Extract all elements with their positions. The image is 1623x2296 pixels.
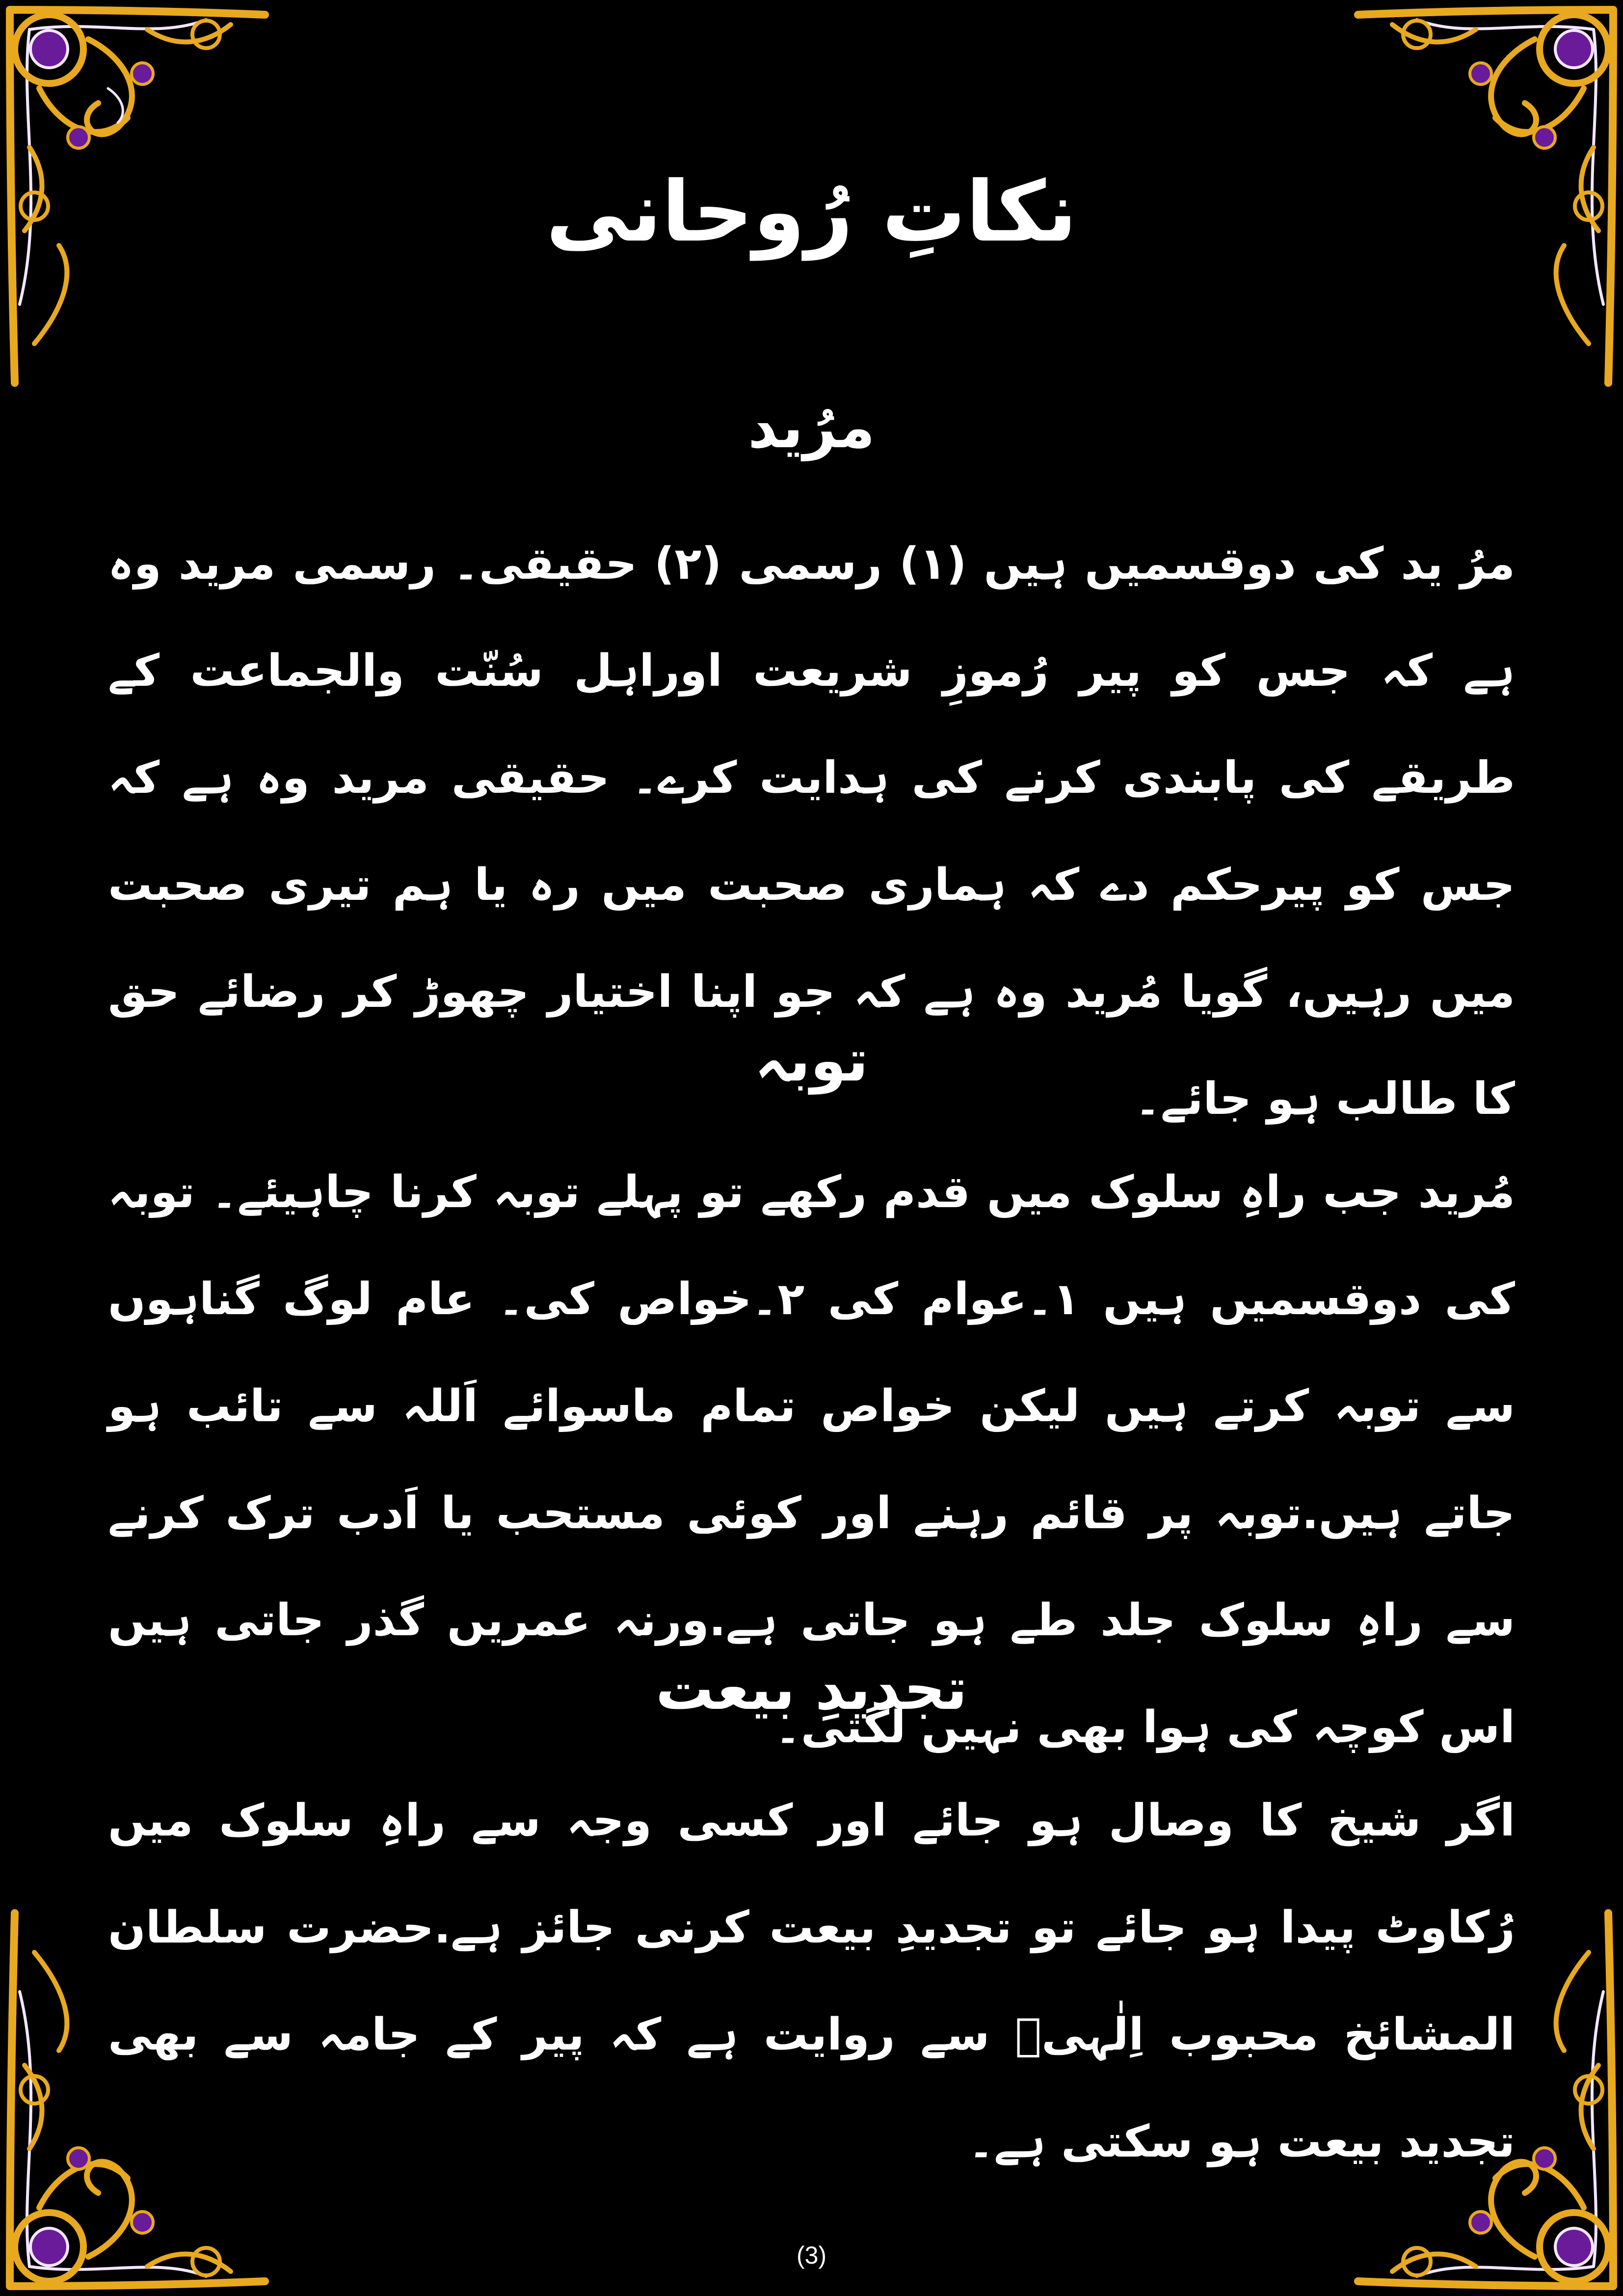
section-body-murid: مرُ ید کی دوقسمیں ہیں (۱) رسمی (۲) حقیقی۔ رسمی مرید وہ ہے کہ جس کو پیر رُموزِ شریعت اوراہل سُنّت والجماعت کے طریقے کی پابندی کرنے کی ہدایت کرے۔ حقیقی مرید وہ ہے کہ جس کو پیرحکم دے کہ ہماری صحبت میں رہ یا ہم تیری صحبت میں رہیں، گویا مُرید وہ ہے کہ جو اپنا اختیار چھوڑ کر رضائے حق کا طالب ہو جائے۔ (108, 538, 1515, 1125)
section-body-tajdeed-bait: اگر شیخ کا وصال ہو جائے اور کسی وجہ سے راہِ سلوک میں رُکاوٹ پیدا ہو جائے تو تجدیدِ بیعت کرنی جائز ہے.حضرت سلطان المشائخ محبوب اِلٰہیؒ سے روایت ہے کہ پیر کے جامہ سے بھی تجدید بیعت ہو سکتی ہے۔ (108, 1795, 1515, 2167)
page-title: نکاتِ رُوحانی (546, 163, 1077, 261)
page-number: (3) (796, 2242, 827, 2269)
section-heading-tauba: توبہ (754, 1026, 869, 1094)
section-heading-murid: مرُید (748, 393, 875, 461)
section-heading-tajdeed-bait: تجدیدِ بیعت (655, 1655, 968, 1723)
section-body-tauba: مُرید جب راہِ سلوک میں قدم رکھے تو پہلے توبہ کرنا چاہیئے۔ توبہ کی دوقسمیں ہیں ۱۔عوام کی ۲۔خواص کی۔ عام لوگ گناہوں سے توبہ کرتے ہیں لیکن خواص تمام ماسوائے اَللہ سے تائب ہو جاتے ہیں.توبہ پر قائم رہنے اور کوئی مستحب یا اَدب ترک کرنے سے راہِ سلوک جلد طے ہو جاتی ہے.ورنہ عمریں گذر جاتی ہیں اس کوچہ کی ہوا بھی نہیں لگتی۔ (108, 1166, 1516, 1753)
